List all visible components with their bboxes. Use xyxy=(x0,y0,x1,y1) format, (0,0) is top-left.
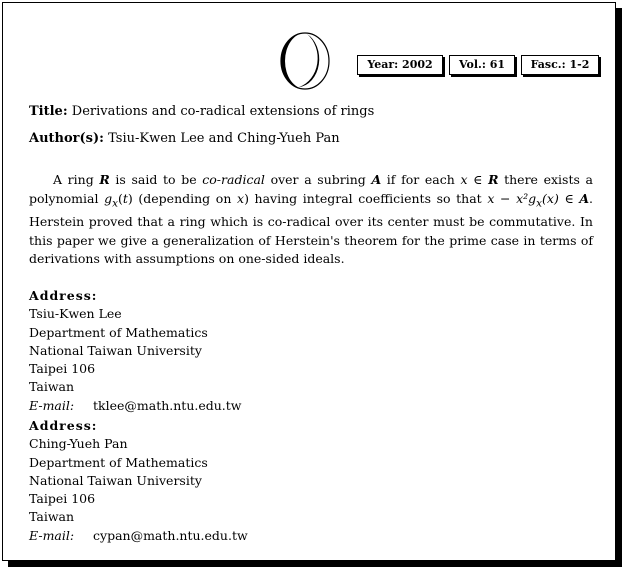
email-link[interactable]: cypan@math.ntu.edu.tw xyxy=(93,527,248,543)
abstract-text: ( xyxy=(117,190,123,206)
address-label: Address: xyxy=(29,418,98,433)
address-line: National Taiwan University xyxy=(29,342,202,358)
math-subscript: x xyxy=(112,197,118,210)
email-row xyxy=(29,527,248,545)
math-subscript: x xyxy=(536,197,543,210)
address-line: Taiwan xyxy=(29,509,75,525)
title-text: Derivations and co-radical extensions of rings xyxy=(71,104,375,119)
address-line: Taipei 106 xyxy=(29,491,96,507)
journal-logo-icon xyxy=(279,31,331,91)
authors-text: Tsiu-Kwen Lee and Ching-Yueh Pan xyxy=(108,131,340,146)
volume-badge: Vol.: 61 xyxy=(449,55,515,75)
abstract-text: ∈ xyxy=(467,172,489,187)
address-line: Department of Mathematics xyxy=(29,324,208,340)
abstract-text: there exists a polynomial xyxy=(29,172,594,206)
math-symbol: t xyxy=(122,190,128,206)
math-formula: (x) ∈ xyxy=(542,190,580,206)
page-frame xyxy=(2,2,616,561)
address-line: Taipei 106 xyxy=(29,361,96,377)
title-label: Title: xyxy=(29,104,68,119)
paper-title xyxy=(29,104,374,119)
abstract-text: ) (depending on xyxy=(127,190,237,206)
fascicle-badge: Fasc.: 1-2 xyxy=(521,55,599,75)
abstract-text: . Herstein proved that a ring which is co-radical over its center must be commutative. In this paper we give a generalization of Herstein's theorem for the prime case in terms of derivations with assumptions on one-sided ideals. xyxy=(29,190,594,267)
abstract-text: A ring xyxy=(53,172,100,187)
math-symbol: x xyxy=(460,172,468,187)
emphasis-term: co-radical xyxy=(202,172,265,187)
math-symbol: x xyxy=(237,190,245,206)
address-line: Tsiu-Kwen Lee xyxy=(29,306,122,322)
math-symbol: A xyxy=(579,190,590,206)
address-block-pan xyxy=(29,417,248,545)
address-line: Taiwan xyxy=(29,379,75,395)
email-row xyxy=(29,397,242,415)
email-link[interactable]: tklee@math.ntu.edu.tw xyxy=(93,397,242,413)
abstract-text: is said to be xyxy=(109,172,203,187)
abstract-text: ) having integral coefficients so that xyxy=(244,190,488,206)
email-label: E-mail: xyxy=(29,527,75,543)
authors-label: Author(s): xyxy=(29,131,104,146)
address-line: Ching-Yueh Pan xyxy=(29,436,128,452)
abstract-text: over a subring xyxy=(264,172,372,187)
address-line: Department of Mathematics xyxy=(29,454,208,470)
email-label: E-mail: xyxy=(29,397,75,413)
year-badge: Year: 2002 xyxy=(357,55,443,75)
address-label: Address: xyxy=(29,288,98,303)
math-symbol: R xyxy=(488,172,499,187)
address-line: National Taiwan University xyxy=(29,472,202,488)
math-symbol: g xyxy=(104,190,113,206)
math-formula: x − x²g xyxy=(487,190,537,206)
math-symbol: R xyxy=(99,172,110,187)
address-block-lee xyxy=(29,287,242,415)
math-symbol: A xyxy=(371,172,382,187)
abstract-text: if for each xyxy=(381,172,461,187)
abstract xyxy=(29,171,593,269)
paper-authors xyxy=(29,131,340,146)
